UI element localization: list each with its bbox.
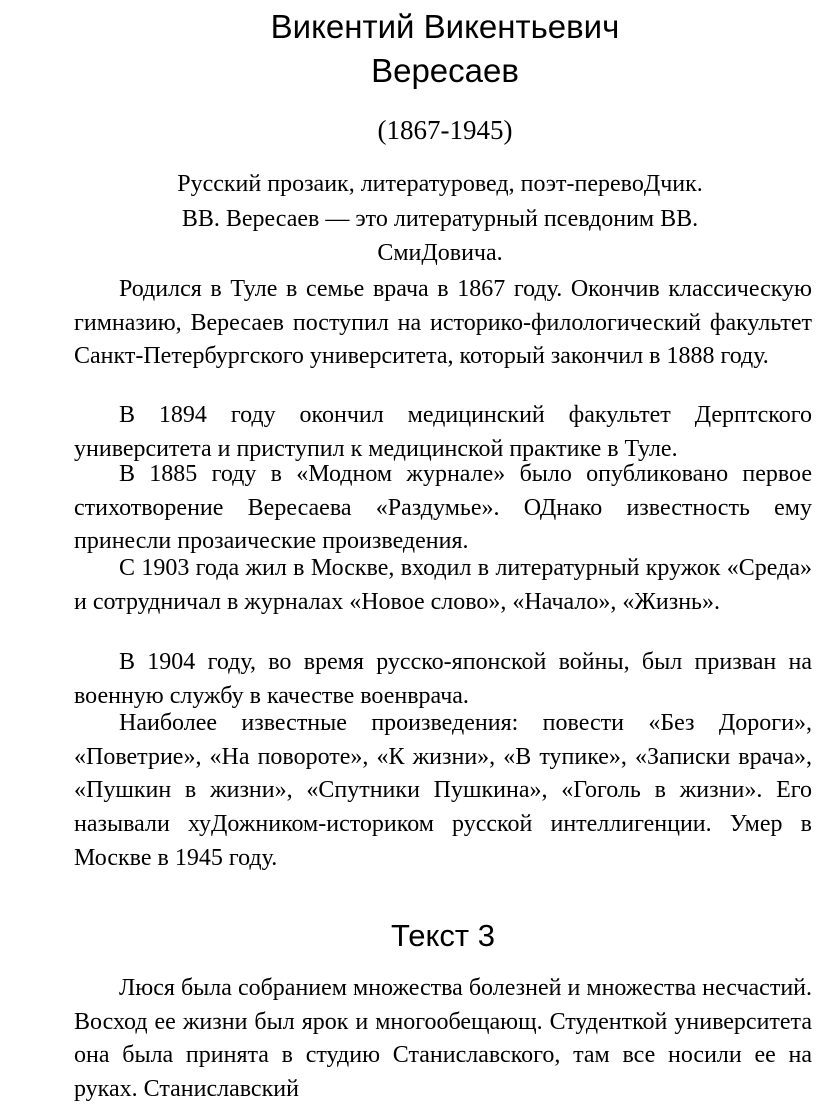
- author-name-line2: Вересаев: [371, 52, 519, 89]
- text3-paragraph: Люся была собранием множества болезней и множества несчастий. Восход ее жизни был ярок и многообещающ. Студенткой университета она была принята в студию Станиславского, там все носили ее на руках. Станиславский: [74, 975, 812, 1103]
- bio-paragraph-6: Наиболее известные произведения: повести «Без Дороги», «Поветрие», «На повороте», «К жизни», «В тупике», «Записки врача», «Пушкин в жизни», «Спутники Пушкина», «Гоголь в жизни». Его называли хуДожником-историком русской интеллигенции. Умер в Москве в 1945 году.: [74, 710, 812, 871]
- bio-paragraph-2: В 1894 году окончил медицинский факультет Дерптского университета и приступил к медицинской практике в Туле.: [74, 402, 812, 462]
- author-name-line1: Викентий Викентьевич: [270, 8, 620, 45]
- bio-paragraph-4: С 1903 года жил в Москве, входил в литературный кружок «Среда» и сотрудничал в журналах «Новое слово», «Начало», «Жизнь».: [74, 555, 812, 615]
- intro-line-3: СмиДовича.: [377, 240, 503, 266]
- intro-line-2: ВВ. Вересаев — это литературный псевдоним ВВ.: [181, 206, 699, 232]
- life-years: (1867-1945): [377, 115, 513, 145]
- bio-paragraph-5: В 1904 году, во время русско-японской войны, был призван на военную службу в качестве военврача.: [74, 649, 812, 709]
- bio-paragraph-1: Родился в Туле в семье врача в 1867 году. Окончив классическую гимназию, Вересаев поступил на историко-филологический факультет Санкт-Петербургского университета, который закончил в 1888 году.: [74, 276, 812, 370]
- intro-line-1: Русский прозаик, литературовед, поэт-перевоДчик.: [177, 171, 703, 197]
- text3-heading: Текст 3: [391, 918, 495, 953]
- bio-paragraph-3: В 1885 году в «Модном журнале» было опубликовано первое стихотворение Вересаева «Раздумье». ОДнако известность ему принесли прозаические произведения.: [74, 461, 812, 555]
